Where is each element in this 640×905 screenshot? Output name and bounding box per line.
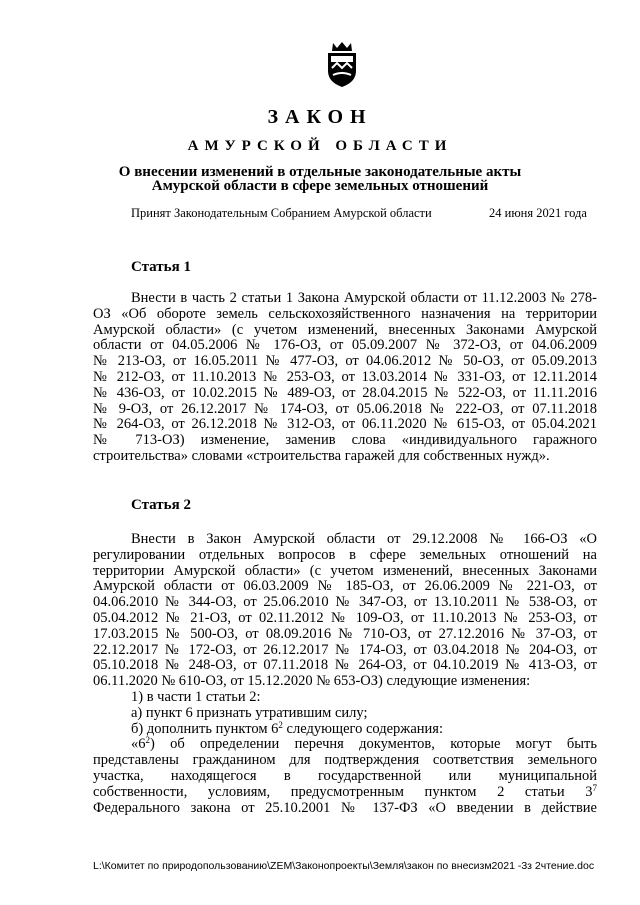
text-line: Федерального закона от 25.10.2001 № 137-ФЗ «О введении в действие [93,799,597,816]
text-line [93,737,597,753]
article-2-body [93,532,597,816]
list-item: а) пункт 6 признать утратившим силу; [131,704,368,721]
text-line: № 264-ОЗ, от 26.12.2018 № 312-ОЗ, от 06.11.2020 № 615-ОЗ, от 05.04.2021 [93,416,597,433]
text-line: Внести в часть 2 статьи 1 Закона Амурской области от 11.12.2003 № 278- [131,290,597,306]
list-item-text: следующего содержания: [282,720,443,737]
law-title: ЗАКОН [267,106,373,128]
text-line [93,782,597,801]
adopted-by-text: Принят Законодательным Собранием Амурской области [131,206,432,220]
text-line: 17.03.2015 № 500-ОЗ, от 08.09.2016 № 710-ОЗ, от 27.12.2016 № 37-ОЗ, от [93,625,597,642]
superscript: 2 [145,735,150,746]
law-subject-line: О внесении изменений в отдельные законодательные акты [118,164,522,180]
superscript: 7 [592,782,597,793]
superscript: 2 [278,719,283,730]
text-line: территории Амурской области» (с учетом изменений, внесенных Законами [93,562,597,579]
article-2-heading: Статья 2 [131,497,191,513]
file-path-footer: L:\Комитет по природопользованию\ZEM\Законопроекты\Земля\закон по внесизм2021 -3з 2чтение.doc [93,860,595,872]
text-line: № 436-ОЗ, от 10.02.2015 № 489-ОЗ, от 28.04.2015 № 522-ОЗ, от 11.11.2016 [93,384,597,401]
region-title: АМУРСКОЙ ОБЛАСТИ [187,138,453,154]
text-line: 05.10.2018 № 248-ОЗ, от 07.11.2018 № 264-ОЗ, от 04.10.2019 № 413-ОЗ, от [93,657,597,674]
coat-of-arms-emblem [323,40,361,88]
list-item [93,719,597,738]
text-line: участка, находящегося в государственной или муниципальной [93,767,597,784]
adoption-date: 24 июня 2021 года [489,206,587,220]
text-line: 06.11.2020 № 610-ОЗ, от 15.12.2020 № 653-ОЗ) следующие изменения: [93,673,531,690]
list-item: 1) в части 1 статьи 2: [131,688,261,705]
text-line: № 9-ОЗ, от 26.12.2017 № 174-ОЗ, от 05.06.2018 № 222-ОЗ, от 07.11.2018 [93,400,597,417]
text-line: регулировании отдельных вопросов в сфере земельных отношений на [93,546,597,563]
quote-text: «6 [131,736,146,753]
text-line: области от 04.05.2006 № 176-ОЗ, от 05.09.2007 № 372-ОЗ, от 04.06.2009 [93,337,597,354]
text-line: 04.06.2010 № 344-ОЗ, от 25.06.2010 № 347-ОЗ, от 13.10.2011 № 538-ОЗ, от [93,594,597,611]
text-line: Амурской области от 06.03.2009 № 185-ОЗ, от 26.06.2009 № 221-ОЗ, от [93,578,597,595]
text-line: № 213-ОЗ, от 16.05.2011 № 477-ОЗ, от 04.06.2012 № 50-ОЗ, от 05.09.2013 [93,353,597,370]
quote-text: собственности, условиям, предусмотренным пунктом 2 статьи 3 [93,783,593,800]
text-line: № 713-ОЗ) изменение, заменив слова «индивидуального гаражного [93,432,597,449]
text-line: строительства» словами «строительства гаражей для собственных нужд». [93,447,550,464]
law-subject [0,165,640,193]
text-line: 05.04.2012 № 21-ОЗ, от 02.11.2012 № 109-ОЗ, от 11.10.2013 № 253-ОЗ, от [93,609,597,626]
article-1-heading: Статья 1 [131,259,191,275]
coat-of-arms-icon [323,40,361,88]
law-subject-line: Амурской области в сфере земельных отношений [151,178,489,194]
text-line: ОЗ «Об обороте земель сельскохозяйственного назначения на территории [93,305,597,322]
text-line: 22.12.2017 № 172-ОЗ, от 26.12.2017 № 174-ОЗ, от 03.04.2018 № 204-ОЗ, от [93,641,597,658]
text-line: № 212-ОЗ, от 11.10.2013 № 253-ОЗ, от 13.03.2014 № 331-ОЗ, от 12.11.2014 [93,368,597,385]
text-line: Амурской области» (с учетом изменений, внесенных Законами Амурской [93,321,597,338]
text-line: Внести в Закон Амурской области от 29.12.2008 № 166-ОЗ «О [131,531,597,547]
text-line: представлены гражданином для подтверждения соответствия земельного [93,752,597,769]
quote-text: ) об определении перечня документов, которые могут быть [150,736,597,753]
list-item-text: б) дополнить пунктом 6 [131,720,279,737]
article-1-body [93,291,597,465]
